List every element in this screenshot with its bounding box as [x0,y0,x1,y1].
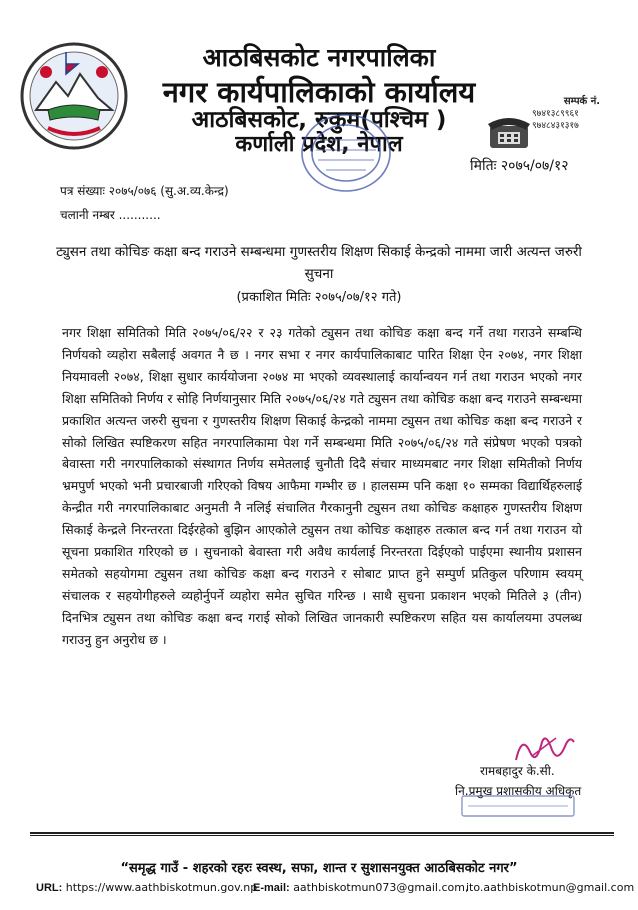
signatory-title: नि.प्रमुख प्रशासकीय अधिकृत [455,784,582,798]
published-date: (प्रकाशित मितिः २०७५/०७/१२ गते) [236,290,402,305]
footer-email [253,881,468,894]
notice-body: नगर शिक्षा समितिको मिति २०७५/०६/२२ र २३ गतेको ट्युसन तथा कोचिङ कक्षा बन्द गर्ने तथा गराउने सम्बन्धि निर्णयको व्यहोरा सबैलाई अवगत नै छ । नगर सभा र नगर कार्यपालिकाबाट पारित शिक्षा ऐन २०७४, नगर शिक्षा नियमावली २०७४, शिक्षा सुधार कार्ययोजना २०७४ मा भएको व्यवस्थालाई कार्यान्वयन गर्न तथा गराउन भएको नगर शिक्षा समितिको निर्णय र सोहि निर्णयानुसार मिति २०७५/०६/२४ गते ट्युसन तथा कोचिङ कक्षा बन्द गराउने सम्बन्धमा प्रकाशित अत्यन्त जरुरी सुचना र गुणस्तरीय शिक्षण सिकाई केन्द्रको नाममा ट्युसन तथा कोचिङ कक्षा बन्द गराउने र सोको लिखित स्पष्टिकरण सहित नगरपालिकामा पेश गर्ने सम्बन्धमा मिति २०७५/०६/२४ गते संप्रेषण भएको पत्रको बेवास्ता गरी नगरपालिकाको संस्थागत निर्णय समेतलाई चुनौती दिदै संचार माध्यमबाट नगर शिक्षा समितीको निर्णय भ्रमपुर्ण भएको भनी प्रचारबाजी गरिएको विषय आफैमा गम्भीर छ । हालसम्म पनि कक्षा १० सम्मका विद्यार्थिहरुलाई केन्द्रीत गरी नगरपालिकाबाट अनुमती नै नलिई संचालित गैरकानुनी ट्युसन तथा कोचिङ कक्षाहरु गुणस्तरीय शिक्षण सिकाई केन्द्रले निरन्तरता दिईरहेको बुझिन आएकोले ट्युसन तथा कोचिङ कक्षाहरु तत्काल बन्द गर्न तथा गराउन यो सूचना प्रकाशित गरिएको छ । सुचनाको बेवास्ता गरी अवैध कार्यलाई निरन्तरता दिईएको पाईएमा स्थानीय प्रशासन समेतको सहयोगमा ट्युसन तथा कोचिङ कक्षा बन्द गराउने र सोबाट प्राप्त हुने सम्पुर्ण प्रतिकुल परिणाम स्वयम् संचालक र सहयोगीहरुले व्यहोर्नुपर्ने व्यहोरा समेत सुचित गरिन्छ । साथै सुचना प्रकाशन भएको मितिले ३ (तीन) दिनभित्र ट्युसन तथा कोचिङ कक्षा बन्द गराई सोको लिखित जानकारी स्पष्टिकरण सहित यस कार्यालयमा उपलब्ध गराउनु हुन अनुरोध छ । [62,325,582,647]
office-seal-stamp [298,110,394,196]
municipality-name: आठबिसकोट नगरपालिका [202,43,436,72]
telephone-icon [486,112,532,150]
province-country: कर्णाली प्रदेश, नेपाल [235,132,403,157]
reference-label: पत्र संख्याः [60,184,105,198]
url-label: URL: [36,882,63,894]
contact-label: सम्पर्क नं. [563,96,601,107]
footer-divider [30,832,614,834]
municipality-motto: “समृद्ध गाउँ - शहरको रहरः स्वस्थ, सफा, शान्त र सुशासनयुक्त आठबिसकोट नगर” [120,861,518,876]
dispatch-value: ........... [118,208,161,222]
letter-date [470,156,569,175]
website-link[interactable]: https://www.aathbiskotmun.gov.np [65,881,258,894]
contact-phone-2: ९७४८४३१३१७ [532,121,579,131]
signatory-name: रामबहादुर के.सी. [480,764,555,778]
email-link-1[interactable]: aathbiskotmun073@gmail.com, [293,881,469,894]
contact-block [532,96,632,132]
letter-reference [60,182,229,199]
signatory-stamp [458,792,578,820]
reference-value: २०७५/०७६ (सु.अ.व्य.केन्द्र) [108,184,229,198]
office-location: आठबिसकोट, रुकुम(पश्चिम ) [191,107,447,133]
dispatch-label: चलानी नम्बर [60,208,115,222]
footer-email-2 [466,881,634,894]
footer-divider-thin [30,835,614,836]
notice-subject: ट्युसन तथा कोचिङ कक्षा बन्द गराउने सम्बन्धमा गुणस्तरीय शिक्षण सिकाई केन्द्रको नाममा जारी अत्यन्त जरुरी सुचना [56,244,582,282]
office-name: नगर कार्यपालिकाको कार्यालय [162,75,476,109]
contact-phone-1: ९७४१३८९९६१ [532,109,579,119]
date-label: मितिः [470,158,497,174]
dispatch-number [60,206,161,223]
email-label: E-mail: [253,882,290,894]
email-link-2[interactable]: ito.aathbiskotmun@gmail.com [466,881,635,894]
footer-website [36,881,257,894]
date-value: २०७५/०७/१२ [500,158,569,174]
